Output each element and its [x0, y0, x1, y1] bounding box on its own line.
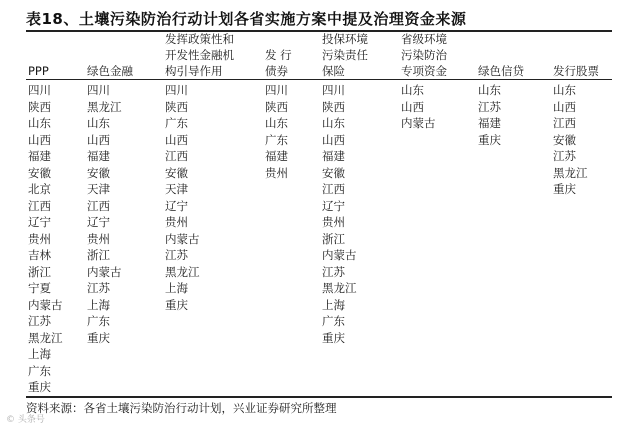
province-item: 辽宁: [28, 215, 51, 229]
province-item: 江苏: [165, 248, 188, 262]
header-line: PPP: [28, 64, 49, 78]
province-item: 广东: [265, 132, 288, 147]
header-line: 发行股票: [553, 64, 599, 78]
province-item: 江苏: [322, 264, 345, 279]
header-line: 污染防治: [401, 48, 447, 62]
province-item: 上海: [87, 297, 110, 312]
province-item: 广东: [87, 314, 110, 328]
province-item: 广东: [322, 314, 345, 328]
province-item: 重庆: [28, 380, 51, 394]
province-item: 福建: [87, 149, 110, 163]
header-line: 发 行: [265, 48, 292, 62]
province-item: 山东: [322, 116, 345, 130]
header-line: 绿色信贷: [478, 64, 524, 78]
province-item: 北京: [28, 182, 51, 196]
province-item: 山西: [28, 132, 51, 147]
province-item: 重庆: [87, 330, 110, 345]
province-item: 辽宁: [165, 198, 188, 213]
province-item: 陕西: [165, 99, 188, 114]
watermark: © 头条号: [6, 415, 45, 425]
province-item: 山东: [87, 116, 110, 130]
province-item: 四川: [322, 83, 345, 97]
column-items: [401, 82, 436, 132]
province-item: 黑龙江: [553, 165, 588, 180]
column-header: [478, 30, 524, 80]
province-item: 陕西: [265, 99, 288, 114]
province-item: 广东: [28, 363, 51, 378]
province-item: 江苏: [87, 281, 110, 295]
province-item: 贵州: [28, 231, 51, 246]
province-item: 宁夏: [28, 281, 51, 295]
province-item: 山东: [28, 116, 51, 130]
province-item: 重庆: [322, 330, 345, 345]
province-item: 浙江: [87, 248, 110, 262]
province-item: 内蒙古: [322, 248, 357, 262]
province-item: 内蒙古: [165, 231, 200, 246]
province-item: 四川: [87, 83, 110, 97]
province-item: 重庆: [553, 182, 576, 196]
header-line: 开发性金融机: [165, 48, 234, 62]
province-item: 上海: [28, 347, 51, 361]
table-title: 表18、土壤污染防治行动计划各省实施方案中提及治理资金来源: [26, 10, 467, 28]
province-item: 天津: [87, 182, 110, 196]
bottom-rule: [26, 396, 612, 398]
province-item: 内蒙古: [28, 297, 63, 312]
header-line: 构引导作用: [165, 64, 223, 78]
province-item: 山西: [87, 132, 110, 147]
column-items: [322, 82, 357, 346]
province-item: 重庆: [478, 132, 501, 147]
province-item: 山西: [165, 132, 188, 147]
province-item: 安徽: [28, 165, 51, 180]
header-line: 专项资金: [401, 64, 447, 78]
column-items: [478, 82, 501, 148]
province-item: 陕西: [322, 99, 345, 114]
province-item: 山东: [553, 83, 576, 97]
province-item: 安徽: [553, 132, 576, 147]
province-item: 山东: [401, 83, 424, 97]
province-item: 贵州: [165, 215, 188, 229]
column-items: [87, 82, 122, 346]
province-item: 山西: [553, 99, 576, 114]
province-item: 江西: [322, 182, 345, 196]
province-item: 内蒙古: [87, 264, 122, 279]
province-item: 福建: [265, 149, 288, 163]
province-item: 福建: [322, 149, 345, 163]
province-item: 福建: [28, 149, 51, 163]
province-item: 黑龙江: [165, 264, 200, 279]
province-item: 四川: [28, 83, 51, 97]
province-item: 安徽: [322, 165, 345, 180]
column-header: [265, 30, 292, 80]
column-header: [401, 30, 447, 80]
header-line: 债券: [265, 64, 288, 78]
province-item: 山西: [401, 99, 424, 114]
column-header: [553, 30, 599, 80]
header-line: 省级环境: [401, 32, 447, 46]
province-item: 江西: [87, 198, 110, 213]
province-item: 重庆: [165, 297, 188, 312]
header-line: 污染责任: [322, 48, 368, 62]
province-item: 贵州: [265, 165, 288, 180]
column-items: [28, 82, 63, 396]
column-header: [87, 30, 133, 80]
province-item: 四川: [265, 83, 288, 97]
province-item: 贵州: [87, 231, 110, 246]
province-item: 浙江: [322, 231, 345, 246]
province-item: 江西: [553, 116, 576, 130]
province-item: 上海: [165, 281, 188, 295]
province-item: 江苏: [478, 99, 501, 114]
province-item: 江苏: [28, 314, 51, 328]
column-header: [322, 30, 368, 80]
column-items: [553, 82, 588, 198]
province-item: 陕西: [28, 99, 51, 114]
province-item: 内蒙古: [401, 116, 436, 130]
province-item: 吉林: [28, 248, 51, 262]
province-item: 安徽: [165, 165, 188, 180]
province-item: 安徽: [87, 165, 110, 180]
column-items: [165, 82, 200, 313]
province-item: 山东: [478, 83, 501, 97]
province-item: 天津: [165, 182, 188, 196]
province-item: 四川: [165, 83, 188, 97]
province-item: 江西: [165, 149, 188, 163]
province-item: 黑龙江: [28, 330, 63, 345]
province-item: 贵州: [322, 215, 345, 229]
province-item: 浙江: [28, 264, 51, 279]
province-item: 黑龙江: [87, 99, 122, 114]
province-item: 黑龙江: [322, 281, 357, 295]
column-header: [28, 30, 49, 80]
header-line: 绿色金融: [87, 64, 133, 78]
province-item: 广东: [165, 116, 188, 130]
header-line: 投保环境: [322, 32, 368, 46]
source-note: 资料来源：各省土壤污染防治行动计划，兴业证券研究所整理: [26, 401, 337, 415]
province-item: 上海: [322, 297, 345, 312]
province-item: 江苏: [553, 149, 576, 163]
province-item: 辽宁: [322, 198, 345, 213]
header-line: 发挥政策性和: [165, 32, 234, 46]
province-item: 辽宁: [87, 215, 110, 229]
column-header: [165, 30, 234, 80]
province-item: 山东: [265, 116, 288, 130]
header-line: 保险: [322, 64, 345, 78]
province-item: 福建: [478, 116, 501, 130]
province-item: 山西: [322, 132, 345, 147]
province-item: 江西: [28, 198, 51, 213]
column-items: [265, 82, 288, 181]
